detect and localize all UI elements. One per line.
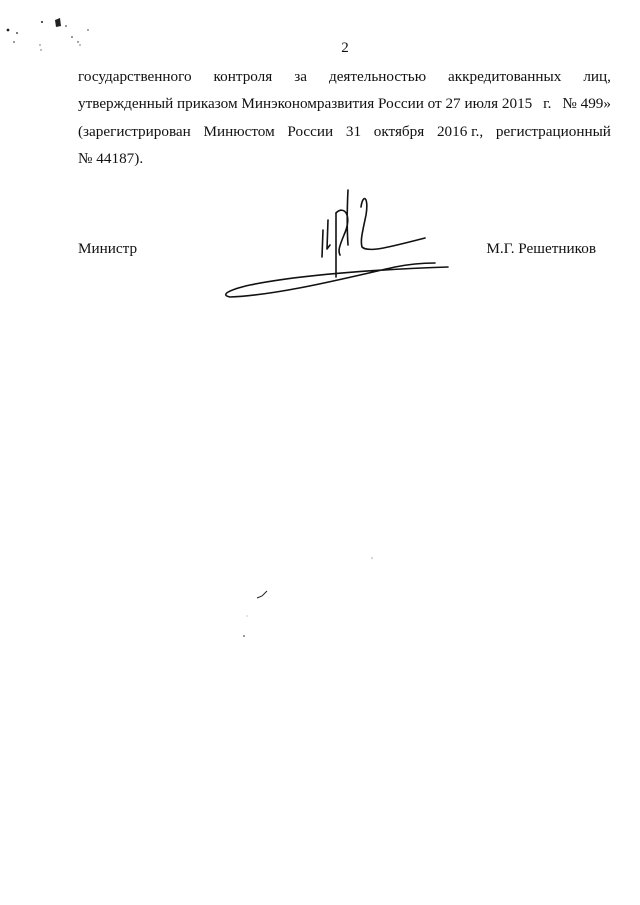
word: за bbox=[294, 68, 307, 85]
word: контроля bbox=[213, 68, 273, 85]
word: лиц, bbox=[583, 68, 611, 85]
handwritten-signature bbox=[220, 185, 450, 300]
page-number: 2 bbox=[341, 40, 349, 56]
word: 31 bbox=[345, 123, 362, 140]
paragraph-line-4: № 44187). bbox=[78, 150, 144, 167]
paragraph-line-2 bbox=[78, 95, 611, 113]
word: государственного bbox=[78, 68, 192, 85]
word: Минюстом bbox=[203, 123, 275, 140]
signatory-title: Министр bbox=[78, 240, 138, 257]
word: регистрационный bbox=[495, 123, 611, 140]
paragraph-line-3 bbox=[78, 123, 611, 141]
text-segment: г. bbox=[543, 95, 552, 112]
paragraph-line-1 bbox=[78, 68, 611, 86]
word: аккредитованных bbox=[448, 68, 562, 85]
signatory-name: М.Г. Решетников bbox=[486, 240, 596, 257]
text-segment: № 499» bbox=[562, 95, 611, 112]
word: октября bbox=[373, 123, 425, 140]
word: 2016 г., bbox=[436, 123, 484, 140]
word: деятельностью bbox=[328, 68, 427, 85]
word: России bbox=[287, 123, 334, 140]
text-segment: утвержденный приказом Минэкономразвития России от 27 июля 2015 bbox=[78, 95, 533, 112]
word: (зарегистрирован bbox=[78, 123, 191, 140]
